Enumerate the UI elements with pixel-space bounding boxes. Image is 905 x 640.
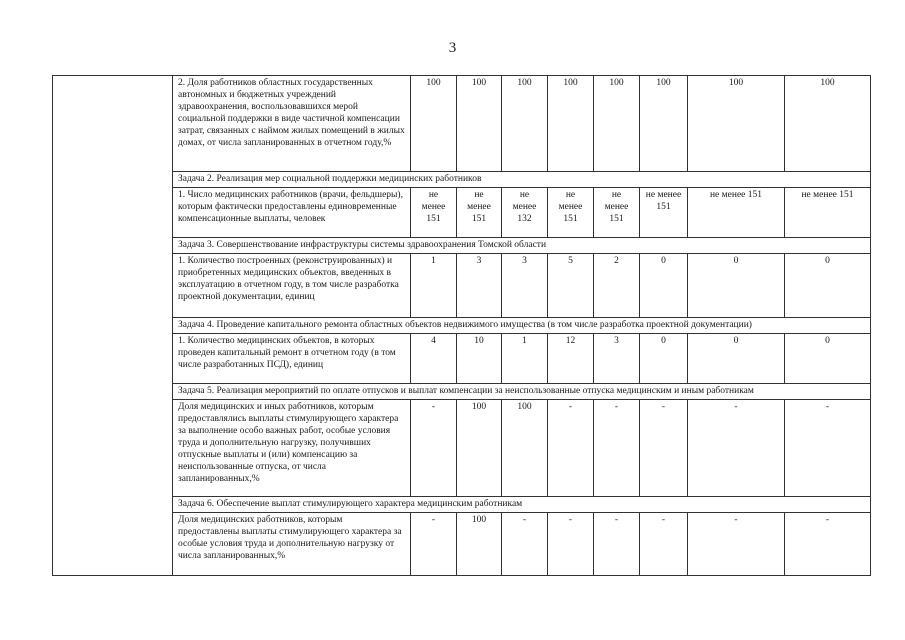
task-row bbox=[53, 172, 871, 188]
value-cell: не менее 151 bbox=[548, 188, 594, 238]
value-cell: 3 bbox=[502, 254, 548, 318]
value-cell: - bbox=[548, 513, 594, 576]
value-cell: 4 bbox=[411, 334, 457, 384]
value-cell: - bbox=[548, 400, 594, 497]
value-cell: 1 bbox=[411, 254, 457, 318]
indicator-row bbox=[53, 188, 871, 238]
value-cell: 3 bbox=[457, 254, 502, 318]
value-cell: 0 bbox=[688, 334, 785, 384]
indicator-name: 2. Доля работников областных государственных автономных и бюджетных учреждений здравоохранения, воспользовавшихся мерой социальной поддержки в виде частичной компенсации затрат, связанных с наймом жилых помещений в жилых домах, от числа запланированных в отчетном году,% bbox=[173, 76, 411, 172]
value-cell: 0 bbox=[640, 334, 688, 384]
value-cell: 100 bbox=[457, 76, 502, 172]
indicator-row bbox=[53, 254, 871, 318]
value-cell: - bbox=[785, 400, 871, 497]
indicator-row bbox=[53, 334, 871, 384]
indicators-table bbox=[52, 75, 871, 576]
left-empty-column bbox=[53, 76, 173, 576]
value-cell: - bbox=[594, 513, 640, 576]
page-number: 3 bbox=[448, 40, 457, 56]
indicator-name: Доля медицинских и иных работников, которым предоставлялись выплаты стимулирующего характера за выполнение особо важных работ, особые условия труда и дополнительную нагрузку, получивших отпускные выплаты и (или) компенсацию за неиспользованные отпуска, от числа запланированных,% bbox=[173, 400, 411, 497]
value-cell: 100 bbox=[457, 513, 502, 576]
task-row bbox=[53, 497, 871, 513]
value-cell: - bbox=[411, 400, 457, 497]
indicator-name: 1. Число медицинских работников (врачи, фельдшеры), которым фактически предоставлены единовременные компенсационные выплаты, человек bbox=[173, 188, 411, 238]
value-cell: - bbox=[688, 400, 785, 497]
value-cell: 0 bbox=[785, 254, 871, 318]
value-cell: - bbox=[640, 400, 688, 497]
value-cell: не менее 151 bbox=[594, 188, 640, 238]
table-body bbox=[53, 76, 871, 576]
indicator-name: Доля медицинских работников, которым предоставлены выплаты стимулирующего характера за особые условия труда и дополнительную нагрузку от числа запланированных,% bbox=[173, 513, 411, 576]
value-cell: не менее 151 bbox=[411, 188, 457, 238]
indicator-name: 1. Количество медицинских объектов, в которых проведен капитальный ремонт в отчетном году (в том числе разработанных ПСД), единиц bbox=[173, 334, 411, 384]
value-cell: не менее 151 bbox=[457, 188, 502, 238]
value-cell: 100 bbox=[688, 76, 785, 172]
value-cell: 100 bbox=[640, 76, 688, 172]
value-cell: - bbox=[640, 513, 688, 576]
value-cell: 0 bbox=[640, 254, 688, 318]
task-heading: Задача 3. Совершенствование инфраструктуры системы здравоохранения Томской области bbox=[173, 238, 871, 254]
value-cell: - bbox=[411, 513, 457, 576]
value-cell: 10 bbox=[457, 334, 502, 384]
value-cell: 0 bbox=[688, 254, 785, 318]
value-cell: не менее 151 bbox=[688, 188, 785, 238]
value-cell: не менее 151 bbox=[785, 188, 871, 238]
value-cell: 100 bbox=[502, 76, 548, 172]
task-heading: Задача 2. Реализация мер социальной поддержки медицинских работников bbox=[173, 172, 871, 188]
task-row bbox=[53, 238, 871, 254]
task-heading: Задача 6. Обеспечение выплат стимулирующего характера медицинским работникам bbox=[173, 497, 871, 513]
value-cell: - bbox=[502, 513, 548, 576]
value-cell: 1 bbox=[502, 334, 548, 384]
value-cell: 100 bbox=[594, 76, 640, 172]
value-cell: 5 bbox=[548, 254, 594, 318]
value-cell: 0 bbox=[785, 334, 871, 384]
value-cell: не менее 132 bbox=[502, 188, 548, 238]
value-cell: 100 bbox=[411, 76, 457, 172]
indicator-name: 1. Количество построенных (реконструированных) и приобретенных медицинских объектов, введенных в эксплуатацию в отчетном году, в том числе разработка проектной документации, единиц bbox=[173, 254, 411, 318]
task-row bbox=[53, 384, 871, 400]
value-cell: 100 bbox=[785, 76, 871, 172]
task-row bbox=[53, 318, 871, 334]
value-cell: 100 bbox=[548, 76, 594, 172]
task-heading: Задача 5. Реализация мероприятий по оплате отпусков и выплат компенсации за неиспользованные отпуска медицинским и иным работникам bbox=[173, 384, 871, 400]
indicator-row bbox=[53, 76, 871, 172]
value-cell: 12 bbox=[548, 334, 594, 384]
value-cell: - bbox=[594, 400, 640, 497]
indicator-row bbox=[53, 400, 871, 497]
value-cell: 100 bbox=[502, 400, 548, 497]
indicator-row bbox=[53, 513, 871, 576]
task-heading: Задача 4. Проведение капитального ремонта областных объектов недвижимого имущества (в том числе разработка проектной документации) bbox=[173, 318, 871, 334]
value-cell: 2 bbox=[594, 254, 640, 318]
value-cell: не менее 151 bbox=[640, 188, 688, 238]
value-cell: - bbox=[688, 513, 785, 576]
value-cell: 100 bbox=[457, 400, 502, 497]
value-cell: - bbox=[785, 513, 871, 576]
value-cell: 3 bbox=[594, 334, 640, 384]
